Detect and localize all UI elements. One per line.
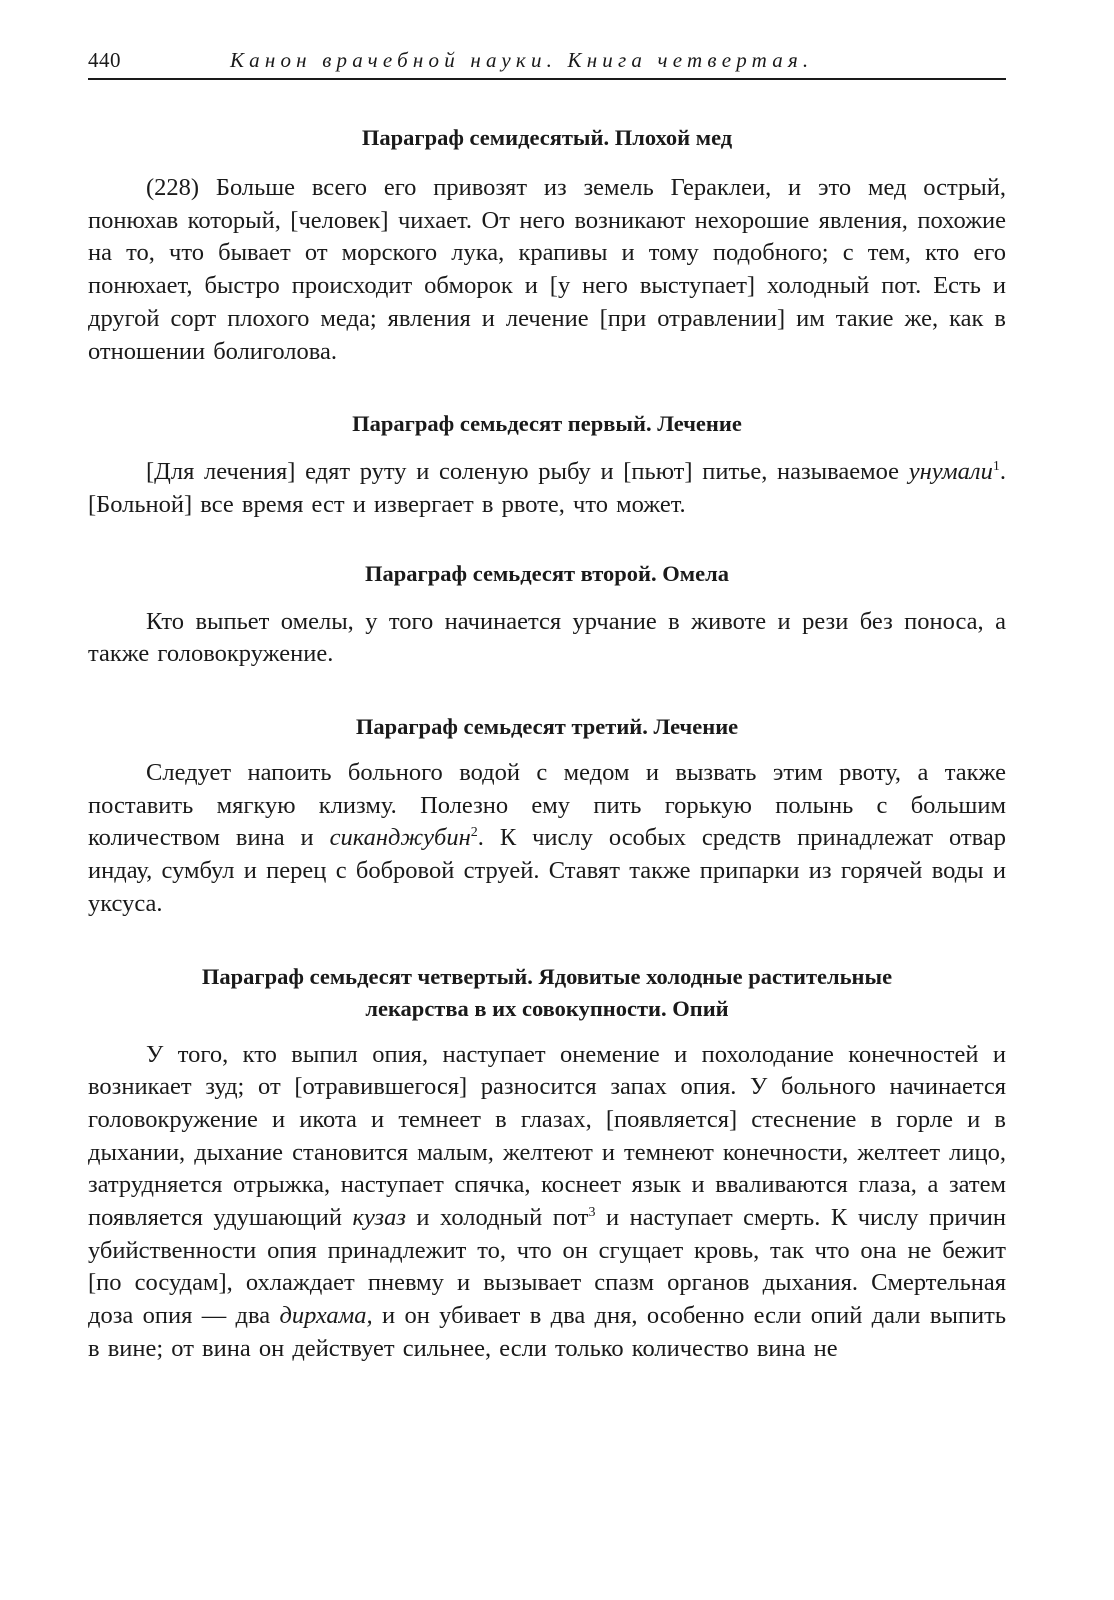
section-paragraph-71 (88, 408, 1006, 521)
italic-term: сиканджубин (329, 824, 471, 852)
text-run: [Для лечения] едят руту и соленую рыбу и [пьют] питье, называемое (146, 458, 900, 486)
footnote-marker: 3 (588, 1204, 596, 1220)
text-run: . [Больной] все время ест и извергает в рвоте, что может. (88, 458, 1006, 518)
section-text (88, 757, 1006, 921)
section-paragraph-73 (88, 711, 1006, 921)
section-heading: Параграф семьдесят третий. Лечение (355, 714, 739, 740)
section-text (88, 1039, 1006, 1366)
italic-term: унумали (908, 458, 993, 486)
section-heading: Параграф семьдесят второй. Омела (365, 560, 729, 586)
section-text: (228) Больше всего его привозят из земель Гераклеи, и это мед острый, понюхав который, [человек] чихает. От него возникают нехорошие явления, похожие на то, что бывает от морского лука, крапивы и тому подобного; с тем, кто его понюхает, быстро происходит обморок и [у него выступает] холодный пот. Есть и другой сорт плохого меда; явления и лечение [при отравлении] им такие же, как в отношении болиголова. (88, 174, 1006, 365)
text-run: и холодный пот (416, 1204, 589, 1232)
text-run: и наступает смерть. К числу причин убийственности опия принадлежит то, что он сгущает кровь, так что она не бежит [по сосудам], охлаждает пневму и вызывает спазм органов дыхания. Смертельная доза опия — два (88, 1204, 1007, 1330)
text-run: У того, кто выпил опия, наступает онемение и похолодание конечностей и возникает зуд; от [отравившегося] разносится запах опия. У больного начинается головокружение и икота и темнеет в глазах, [появляется] стеснение в горле и в дыхании, дыхание становится малым, желтеют и темнеют конечности, желтеет лицо, затрудняется отрыжка, наступает спячка, коснеет язык и вваливаются глаза, а затем появляется удушающий (88, 1040, 1006, 1232)
italic-term: дирхама, (279, 1302, 373, 1330)
page (88, 44, 1006, 1366)
text-run: и он убивает в два дня, особенно если опий дали выпить в вине; от вина он действует сильнее, если только количество вина не (88, 1302, 1007, 1362)
section-paragraph-74 (88, 961, 1006, 1366)
section-heading: Параграф семидесятый. Плохой мед (361, 125, 733, 150)
heading-line: Параграф семьдесят четвертый. Ядовитые холодные растительные (201, 963, 893, 989)
footnote-marker: 2 (470, 825, 478, 841)
section-paragraph-70 (88, 122, 1006, 368)
section-text (88, 456, 1006, 521)
section-heading: Параграф семьдесят первый. Лечение (352, 411, 742, 437)
heading-line: лекарства в их совокупности. Опий (365, 995, 729, 1021)
page-number: 440 (88, 48, 121, 72)
footnote-marker: 1 (992, 459, 1000, 475)
running-head (88, 44, 1006, 80)
italic-term: кузаз (352, 1204, 406, 1232)
text-run: . К числу особых средств принадлежат отвар индау, сумбул и перец с бобровой струей. Ставят также припарки из горячей воды и уксуса. (88, 824, 1006, 917)
text-run: Следует напоить больного водой с медом и вызвать этим рвоту, а также поставить мягкую клизму. Полезно ему пить горькую полынь с большим количеством вина и (88, 759, 1006, 852)
section-paragraph-72 (88, 558, 1006, 671)
section-text: Кто выпьет омелы, у того начинается урчание в животе и рези без поноса, а также головокружение. (88, 607, 1006, 668)
section-heading (88, 961, 1006, 1025)
running-title: Канон врачебной науки. Книга четвертая. (230, 48, 814, 72)
